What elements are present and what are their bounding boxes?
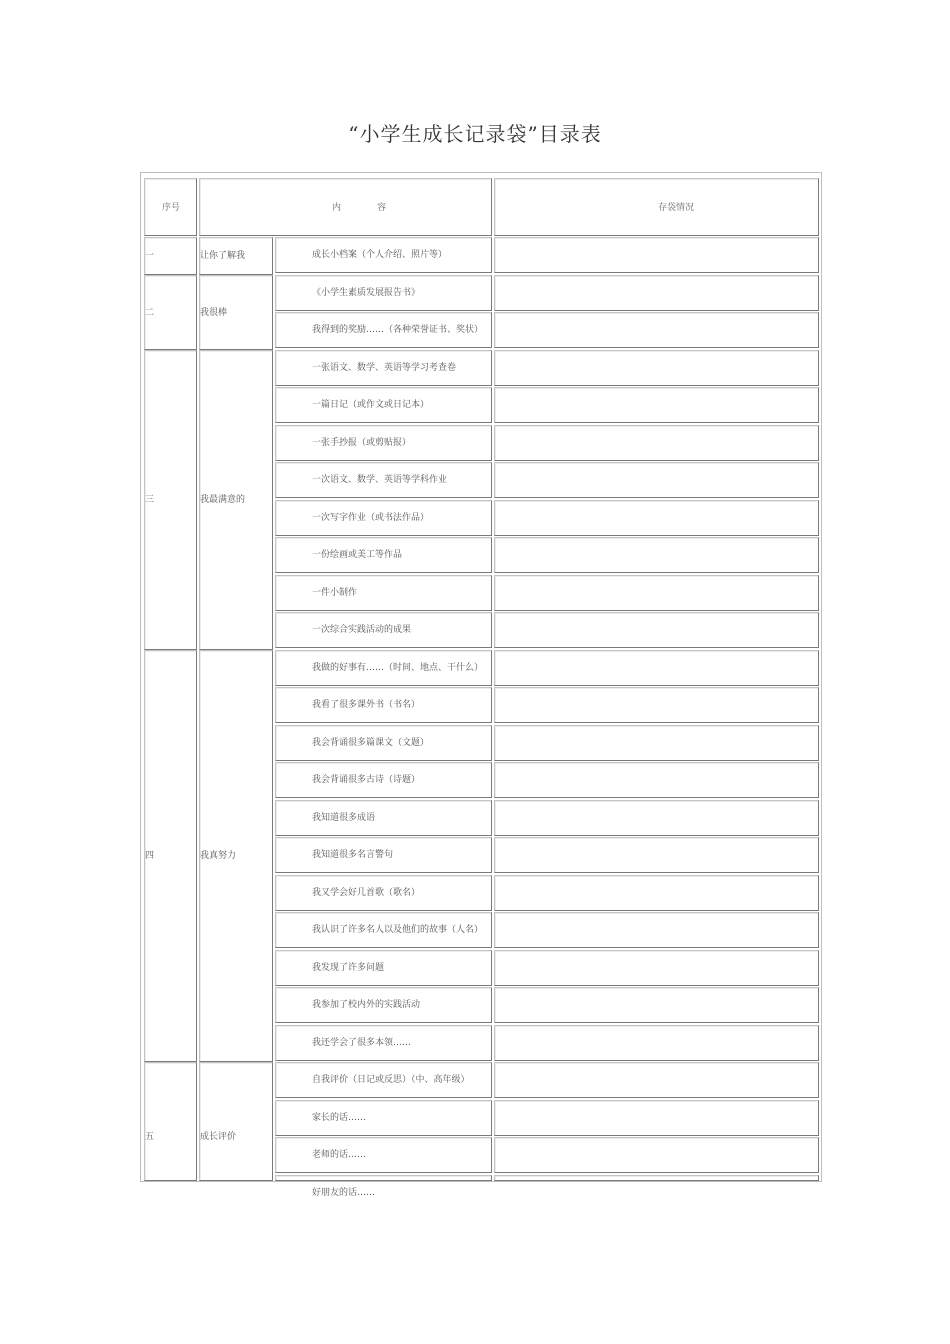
group-index-cell-text: 五 bbox=[145, 1132, 155, 1142]
table-row-content bbox=[275, 987, 492, 1023]
table-row-status bbox=[494, 987, 819, 1023]
group-name-cell-text: 让你了解我 bbox=[200, 251, 246, 261]
table-row-content bbox=[275, 1137, 492, 1173]
table-row-status bbox=[494, 912, 819, 948]
table-row-status bbox=[494, 500, 819, 536]
table-row-content-text: 一份绘画或美工等作品 bbox=[312, 550, 403, 560]
table-row-content-text: 我知道很多名言警句 bbox=[312, 850, 394, 860]
table-row-status bbox=[494, 575, 819, 611]
table-row-status bbox=[494, 1137, 819, 1173]
table-row-content-text: 我还学会了很多本领…… bbox=[312, 1038, 412, 1048]
table-row-status bbox=[494, 800, 819, 836]
table-row-content bbox=[275, 462, 492, 498]
table-row-content bbox=[275, 312, 492, 348]
table-row-status bbox=[494, 950, 819, 986]
group-index-cell-text: 三 bbox=[145, 494, 155, 505]
table-row-status bbox=[494, 762, 819, 798]
table-row-status bbox=[494, 725, 819, 761]
group-index-cell bbox=[144, 275, 197, 350]
group-name-cell bbox=[199, 237, 273, 275]
table-row-content-text: 一篇日记（或作文或日记本） bbox=[312, 400, 430, 410]
table-row-content-text: 一张手抄报（或剪贴报） bbox=[312, 438, 412, 448]
table-row-content bbox=[275, 687, 492, 723]
table-row-content bbox=[275, 875, 492, 911]
page-title: “小学生成长记录袋”目录表 bbox=[348, 122, 602, 146]
group-index-cell bbox=[144, 350, 197, 650]
table-row-content bbox=[275, 725, 492, 761]
table-row-content-text: 我知道很多成语 bbox=[312, 813, 376, 823]
group-index-cell bbox=[144, 237, 197, 275]
table-row-status bbox=[494, 462, 819, 498]
table-row-content-text: 我做的好事有……（时间、地点、干什么） bbox=[312, 663, 484, 673]
table-row-content-text: 《小学生素质发展报告书》 bbox=[312, 288, 421, 298]
group-name-cell bbox=[199, 650, 273, 1063]
table-row-content bbox=[275, 1100, 492, 1136]
header-index: 序号 bbox=[162, 203, 181, 213]
table-row-status bbox=[494, 687, 819, 723]
table-row-status bbox=[494, 350, 819, 386]
table-row-content-text: 我认识了许多名人以及他们的故事（人名） bbox=[312, 925, 484, 935]
table-row-content-text: 我会背诵很多古诗（诗题） bbox=[312, 775, 421, 785]
table-row-content-text: 一次写字作业（或书法作品） bbox=[312, 513, 430, 523]
table-row-content bbox=[275, 425, 492, 461]
group-name-cell-text: 成长评价 bbox=[200, 1132, 237, 1142]
group-name-cell bbox=[199, 275, 273, 350]
table-row-content-text: 家长的话…… bbox=[312, 1113, 367, 1123]
table-row-content-text: 好朋友的话…… bbox=[312, 1188, 376, 1198]
table-row-content bbox=[275, 575, 492, 611]
table-row-content bbox=[275, 537, 492, 573]
table-row-status bbox=[494, 1062, 819, 1098]
table-row-content bbox=[275, 800, 492, 836]
table-row-status bbox=[494, 650, 819, 686]
table-row-status bbox=[494, 537, 819, 573]
table-row-status bbox=[494, 612, 819, 648]
group-name-cell-text: 我最满意的 bbox=[200, 494, 246, 505]
table-row-content bbox=[275, 1062, 492, 1098]
group-name-cell bbox=[199, 350, 273, 650]
table-row-content bbox=[275, 650, 492, 686]
table-row-content-text: 我看了很多课外书（书名） bbox=[312, 700, 421, 710]
header-content: 内 容 bbox=[332, 203, 387, 213]
table-row-content bbox=[275, 950, 492, 986]
header-status: 存袋情况 bbox=[658, 203, 695, 213]
table-row-content-text: 我得到的奖励……（各种荣誉证书、奖状） bbox=[312, 325, 484, 335]
table-row-content-text: 成长小档案（个人介绍、照片等） bbox=[312, 250, 448, 260]
group-index-cell bbox=[144, 1062, 197, 1181]
table-row-content bbox=[275, 387, 492, 423]
table-row-content bbox=[275, 762, 492, 798]
table-row-content-text: 我参加了校内外的实践活动 bbox=[312, 1000, 421, 1010]
table-row-status bbox=[494, 237, 819, 273]
table-row-content bbox=[275, 1175, 492, 1198]
table-row-content-text: 一次语文、数学、英语等学科作业 bbox=[312, 475, 448, 485]
table-row-content-text: 老师的话…… bbox=[312, 1150, 367, 1160]
table-row-content bbox=[275, 837, 492, 873]
table-row-status bbox=[494, 387, 819, 423]
group-index-cell-text: 四 bbox=[145, 850, 155, 861]
header-index-cell bbox=[144, 178, 197, 236]
table-row-status bbox=[494, 312, 819, 348]
table-row-content bbox=[275, 912, 492, 948]
table-row-content-text: 我会背诵很多篇课文（文题） bbox=[312, 738, 430, 748]
header-status-cell bbox=[494, 178, 819, 236]
group-name-cell-text: 我真努力 bbox=[200, 850, 237, 861]
table-row-content-text: 我又学会好几首歌（歌名） bbox=[312, 888, 421, 898]
table-row-content bbox=[275, 500, 492, 536]
group-name-cell-text: 我很棒 bbox=[200, 307, 228, 318]
table-row-content bbox=[275, 275, 492, 311]
group-index-cell-text: 一 bbox=[145, 251, 155, 261]
table-row-content bbox=[275, 1025, 492, 1061]
group-index-cell bbox=[144, 650, 197, 1063]
table-row-status bbox=[494, 875, 819, 911]
table-row-status bbox=[494, 1025, 819, 1061]
table-row-content-text: 一件小制作 bbox=[312, 588, 358, 598]
catalog-table bbox=[140, 172, 822, 1198]
group-index-cell-text: 二 bbox=[145, 307, 155, 318]
table-row-status bbox=[494, 837, 819, 873]
table-row-content-text: 我发现了许多问题 bbox=[312, 963, 385, 973]
table-row-status bbox=[494, 275, 819, 311]
table-row-content-text: 自我评价（日记或反思）（中、高年级） bbox=[312, 1075, 470, 1085]
table-row-status bbox=[494, 1175, 819, 1181]
table-row-content bbox=[275, 350, 492, 386]
table-row-content-text: 一张语文、数学、英语等学习考查卷 bbox=[312, 363, 457, 373]
table-row-status bbox=[494, 425, 819, 461]
table-row-content bbox=[275, 237, 492, 273]
table-row-content bbox=[275, 612, 492, 648]
table-row-content-text: 一次综合实践活动的成果 bbox=[312, 625, 412, 635]
group-name-cell bbox=[199, 1062, 273, 1181]
table-row-status bbox=[494, 1100, 819, 1136]
header-content-cell bbox=[199, 178, 492, 236]
